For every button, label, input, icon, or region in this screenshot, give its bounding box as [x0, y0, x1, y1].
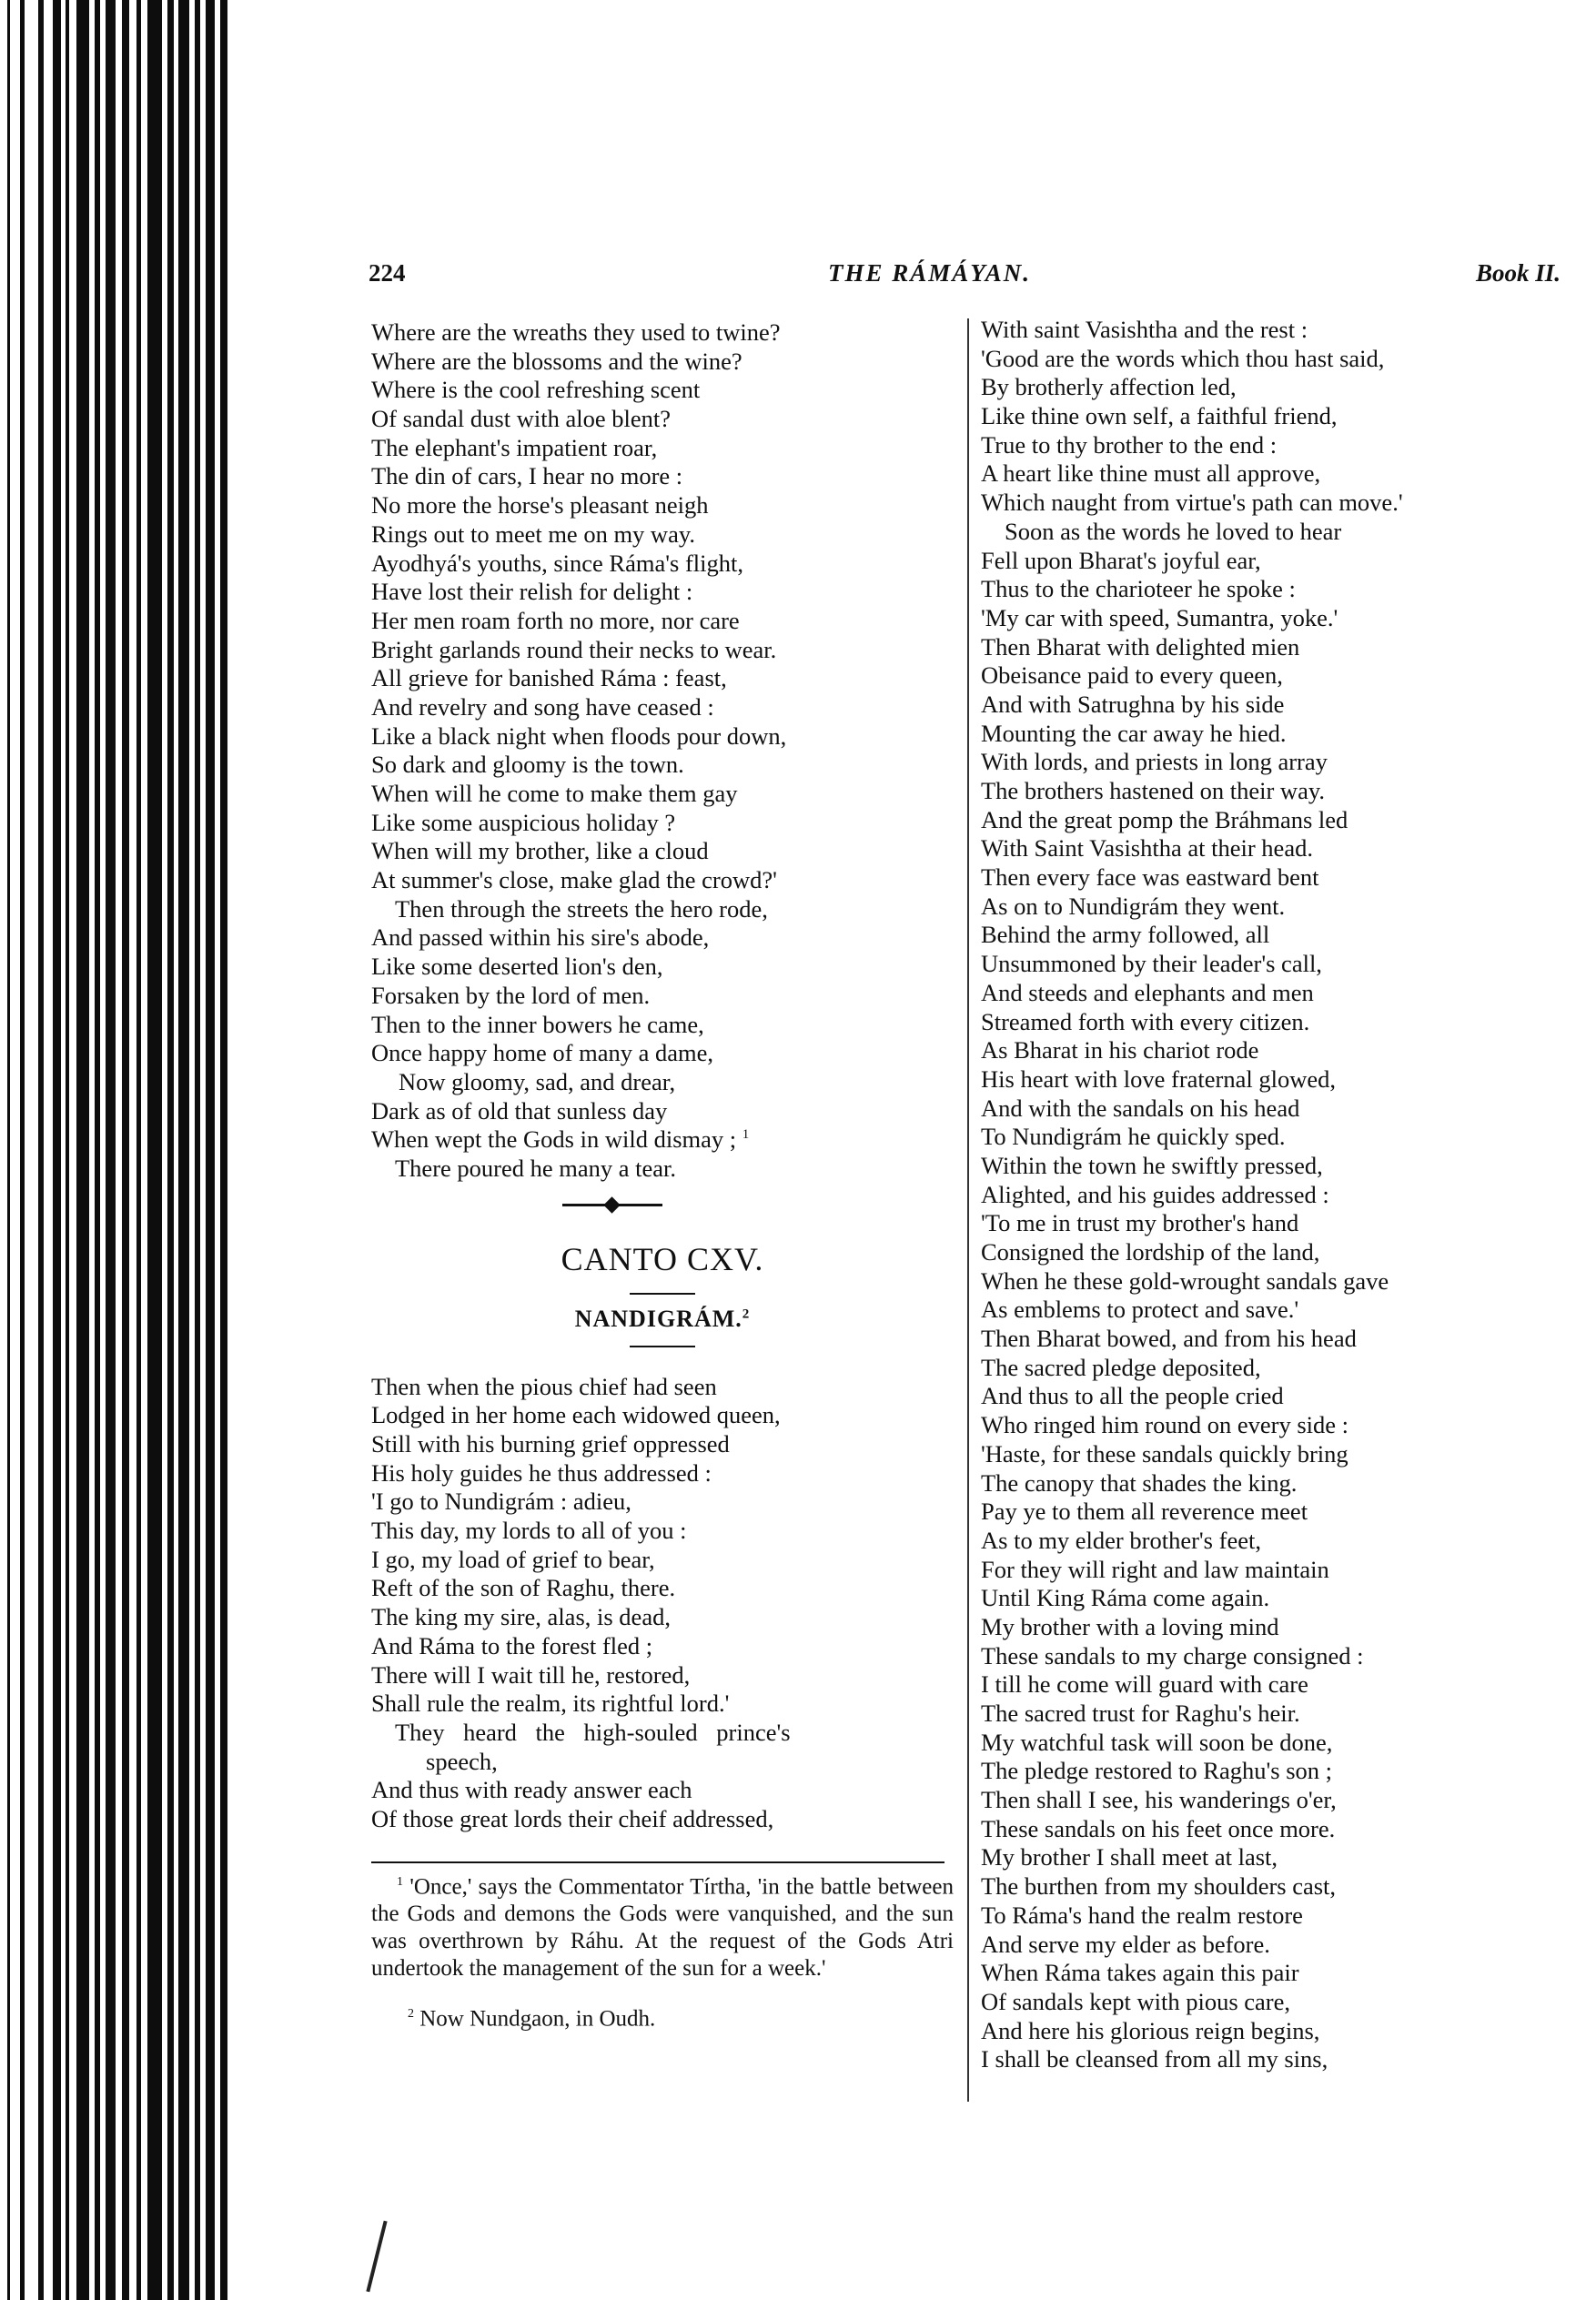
verse-line: His holy guides he thus addressed :: [371, 1458, 712, 1487]
page-number: 224: [369, 259, 406, 287]
verse-line: Like thine own self, a faithful friend,: [981, 402, 1338, 430]
canto-subtitle: [371, 1306, 954, 1337]
verse-line: Behind the army followed, all: [981, 921, 1270, 949]
verse-line: When will my brother, like a cloud: [371, 837, 709, 865]
verse-line: The elephant's impatient roar,: [371, 433, 658, 461]
right-column: [981, 316, 1563, 2074]
verse-line: 'My car with speed, Sumantra, yoke.': [981, 603, 1338, 631]
footnote-1: [371, 1869, 954, 1982]
verse-line: Like some auspicious holiday ?: [371, 808, 676, 836]
verse-line: Ayodhyá's youths, since Ráma's flight,: [371, 549, 743, 577]
verse-line: With Saint Vasishtha at their head.: [981, 834, 1313, 862]
verse-line: My brother with a loving mind: [981, 1612, 1279, 1640]
left-column: [371, 318, 954, 2033]
verse-line: Consigned the lordship of the land,: [981, 1238, 1320, 1266]
verse-line: These sandals on his feet once more.: [981, 1814, 1336, 1842]
book-label: Book II.: [1475, 259, 1561, 287]
verse-line: Unsummoned by their leader's call,: [981, 950, 1322, 978]
verse-line: There will I wait till he, restored,: [371, 1660, 691, 1689]
verse-line: Then shall I see, his wanderings o'er,: [981, 1786, 1337, 1814]
footnote-1-marker: 1: [397, 1874, 403, 1889]
verse-line: And revelry and song have ceased :: [371, 692, 714, 721]
section-ornament: [371, 1189, 954, 1220]
verse-line: Have lost their relish for delight :: [371, 578, 693, 606]
verse-line: Until King Ráma come again.: [981, 1584, 1270, 1612]
pencil-mark: [366, 2221, 387, 2293]
verse-block-1: [371, 318, 954, 1184]
verse-line: At summer's close, make glad the crowd?': [371, 866, 777, 894]
verse-line: Her men roam forth no more, nor care: [371, 606, 740, 634]
footnote-2: [371, 2001, 954, 2033]
verse-line: Of sandals kept with pious care,: [981, 1987, 1290, 2015]
verse-line: Where is the cool refreshing scent: [371, 376, 701, 404]
verse-line: His heart with love fraternal glowed,: [981, 1064, 1337, 1093]
verse-line: And thus with ready answer each: [371, 1776, 692, 1804]
verse-line: When he these gold-wrought sandals gave: [981, 1266, 1389, 1295]
verse-line: For they will right and law maintain: [981, 1555, 1329, 1583]
verse-line: Alighted, and his guides addressed :: [981, 1180, 1329, 1208]
verse-line: Fell upon Bharat's joyful ear,: [981, 546, 1261, 574]
footnote-ref-1: 1: [742, 1127, 750, 1143]
verse-line: The sacred trust for Raghu's heir.: [981, 1700, 1300, 1727]
verse-line: 'Haste, for these sandals quickly bring: [981, 1439, 1349, 1468]
verse-line: Shall rule the realm, its rightful lord.': [371, 1690, 730, 1718]
verse-line: And the great pomp the Bráhmans led: [981, 805, 1349, 833]
verse-line: Who ringed him round on every side :: [981, 1411, 1349, 1439]
verse-line: All grieve for banished Ráma : feast,: [371, 664, 727, 692]
verse-line: speech,: [426, 1747, 498, 1775]
verse-block-3: [981, 316, 1563, 2074]
verse-line: Like some deserted lion's den,: [371, 953, 663, 981]
scan-edge-artifact: [0, 0, 232, 2300]
verse-line: As emblems to protect and save.': [981, 1296, 1299, 1324]
verse-line: Soon as the words he loved to hear: [1005, 517, 1342, 545]
verse-line: Still with his burning grief oppressed: [371, 1430, 730, 1458]
verse-line: Then through the streets the hero rode,: [395, 894, 768, 923]
verse-line: 'To me in trust my brother's hand: [981, 1209, 1299, 1237]
verse-line: And passed within his sire's abode,: [371, 923, 710, 952]
verse-line: To Nundigrám he quickly sped.: [981, 1123, 1286, 1151]
verse-line: And Ráma to the forest fled ;: [371, 1631, 653, 1659]
verse-line: Once happy home of many a dame,: [371, 1039, 714, 1067]
verse-line: Mounting the car away he hied.: [981, 719, 1287, 747]
canto-subtitle-text: NANDIGRÁM.: [574, 1305, 742, 1332]
title-rule: [630, 1293, 695, 1295]
verse-line: Then every face was eastward bent: [981, 863, 1319, 892]
verse-line: Thus to the charioteer he spoke :: [981, 575, 1296, 603]
footnote-ref-2: 2: [742, 1306, 751, 1321]
verse-line: I go, my load of grief to bear,: [371, 1545, 655, 1573]
verse-line: With saint Vasishtha and the rest :: [981, 316, 1308, 343]
verse-line: My watchful task will soon be done,: [981, 1728, 1333, 1756]
verse-line: 'I go to Nundigrám : adieu,: [371, 1488, 631, 1516]
footnote-2-text: Now Nundgaon, in Oudh.: [419, 2006, 656, 2032]
footnote-rule: [371, 1861, 944, 1863]
verse-line: And here his glorious reign begins,: [981, 2016, 1320, 2044]
footnote-1-text: 'Once,' says the Commentator Tírtha, 'in the battle between the Gods and demons the Gods were vanquished, and the sun was overthrown by Ráhu. At the request of the Gods Atri undertook the management of the sun for a week.': [371, 1873, 954, 1981]
verse-line: Reft of the son of Raghu, there.: [371, 1574, 676, 1602]
verse-line: Where are the wreaths they used to twine?: [371, 318, 781, 346]
verse-line: With lords, and priests in long array: [981, 748, 1328, 776]
verse-line: The sacred pledge deposited,: [981, 1353, 1261, 1381]
verse-line: Which naught from virtue's path can move.': [981, 489, 1403, 517]
verse-line: I till he come will guard with care: [981, 1670, 1308, 1699]
verse-line: Now gloomy, sad, and drear,: [399, 1067, 676, 1095]
column-divider: [967, 318, 969, 2102]
verse-line: They heard the high-souled prince's: [395, 1718, 791, 1746]
verse-line: A heart like thine must all approve,: [981, 459, 1321, 488]
verse-line: Forsaken by the lord of men.: [371, 981, 651, 1009]
verse-line: Then to the inner bowers he came,: [371, 1010, 704, 1038]
verse-line: So dark and gloomy is the town.: [371, 751, 684, 779]
verse-line: [371, 1125, 954, 1155]
verse-line: There poured he many a tear.: [395, 1154, 677, 1182]
verse-line: The pledge restored to Raghu's son ;: [981, 1757, 1332, 1785]
footnotes: [371, 1869, 954, 2033]
verse-line-text: When wept the Gods in wild dismay ;: [371, 1125, 737, 1154]
verse-line: The canopy that shades the king.: [981, 1468, 1298, 1497]
verse-line: Within the town he swiftly pressed,: [981, 1151, 1323, 1179]
verse-line: Of those great lords their cheif addressed,: [371, 1804, 774, 1832]
verse-line: Dark as of old that sunless day: [371, 1096, 668, 1125]
verse-line: Rings out to meet me on my way.: [371, 520, 695, 548]
verse-line: And thus to all the people cried: [981, 1382, 1284, 1410]
verse-line: As to my elder brother's feet,: [981, 1526, 1261, 1554]
verse-line: The king my sire, alas, is dead,: [371, 1603, 671, 1631]
verse-line: As Bharat in his chariot rode: [981, 1036, 1259, 1064]
verse-block-2: [371, 1373, 954, 1834]
verse-line: As on to Nundigrám they went.: [981, 892, 1286, 920]
page-header: [369, 259, 1561, 296]
footnote-2-marker: 2: [408, 2006, 414, 2021]
verse-line: I shall be cleansed from all my sins,: [981, 2045, 1328, 2073]
verse-line: And steeds and elephants and men: [981, 978, 1314, 1006]
verse-line: To Ráma's hand the realm restore: [981, 1901, 1303, 1929]
verse-line: And with Satrughna by his side: [981, 690, 1285, 718]
verse-line: When Ráma takes again this pair: [981, 1959, 1299, 1987]
verse-line: The brothers hastened on their way.: [981, 777, 1325, 804]
verse-line: Then when the pious chief had seen: [371, 1372, 717, 1400]
verse-line: True to thy brother to the end :: [981, 430, 1278, 459]
verse-line: Like a black night when floods pour down,: [371, 721, 787, 750]
verse-line: Pay ye to them all reverence meet: [981, 1498, 1308, 1526]
verse-line: By brotherly affection led,: [981, 373, 1237, 401]
verse-line: Then Bharat with delighted mien: [981, 632, 1300, 661]
verse-line: The burthen from my shoulders cast,: [981, 1872, 1337, 1901]
running-title: THE RÁMÁYAN.: [828, 259, 1032, 287]
verse-line: When will he come to make them gay: [371, 780, 738, 807]
canto-title: CANTO CXV.: [561, 1240, 764, 1277]
verse-line: Of sandal dust with aloe blent?: [371, 405, 671, 433]
verse-line: The din of cars, I hear no more :: [371, 462, 683, 490]
verse-line: And with the sandals on his head: [981, 1094, 1300, 1122]
verse-line: This day, my lords to all of you :: [371, 1517, 687, 1545]
verse-line: And serve my elder as before.: [981, 1930, 1270, 1958]
subtitle-rule: [630, 1346, 695, 1347]
verse-line: 'Good are the words which thou hast said,: [981, 344, 1385, 372]
verse-line: Lodged in her home each widowed queen,: [371, 1401, 781, 1429]
verse-line: No more the horse's pleasant neigh: [371, 491, 709, 520]
verse-line: Then Bharat bowed, and from his head: [981, 1325, 1357, 1353]
verse-line: These sandals to my charge consigned :: [981, 1641, 1364, 1670]
verse-line: Obeisance paid to every queen,: [981, 661, 1283, 690]
verse-line: My brother I shall meet at last,: [981, 1843, 1278, 1871]
verse-line: Bright garlands round their necks to wear.: [371, 635, 777, 663]
verse-line: Where are the blossoms and the wine?: [371, 347, 742, 375]
verse-line: Streamed forth with every citizen.: [981, 1007, 1310, 1035]
